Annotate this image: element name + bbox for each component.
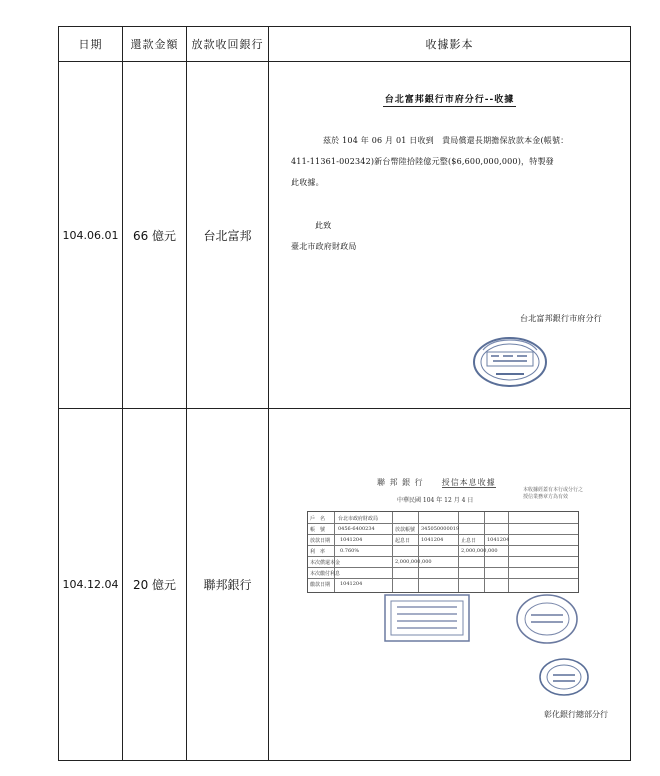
grid-cell: 本次繳付利息 xyxy=(310,571,341,577)
receipt-union-bank xyxy=(269,409,630,760)
receipt-addressee: 臺北市政府財政局 xyxy=(291,242,357,251)
table-row xyxy=(59,62,631,409)
grid-cell: 1041204 xyxy=(340,581,363,587)
grid-cell: 台北市政府財政局 xyxy=(338,516,379,522)
grid-cell: 止息日 xyxy=(461,538,477,544)
grid-cell: 1041204 xyxy=(340,537,363,543)
receipt-title: 聯 邦 銀 行 授信本息收據 xyxy=(377,478,496,487)
grid-cell: 1041204 xyxy=(487,537,510,543)
grid-cell: 放款帳號 xyxy=(395,527,416,533)
row-amount: 66 億元 xyxy=(123,62,187,409)
grid-cell: 本次償還本金 xyxy=(310,560,341,566)
row-bank: 聯邦銀行 xyxy=(187,409,269,761)
bank-seal-stamps-icon xyxy=(269,409,629,760)
receipt-title: 台北富邦銀行市府分行--收據 xyxy=(384,95,515,105)
grid-cell: 放款日期 xyxy=(310,538,331,544)
receipt-cell xyxy=(269,409,631,761)
grid-cell: 0.760% xyxy=(340,548,360,554)
receipt-note: 本收據經蓋有本行或分行之授信業務章方為有效 xyxy=(523,487,584,500)
row-date: 104.06.01 xyxy=(59,62,123,409)
grid-cell: 戶 名 xyxy=(310,516,326,522)
grid-cell: 帳 號 xyxy=(310,527,326,533)
table-header-row xyxy=(59,27,631,62)
header-receipt: 收據影本 xyxy=(269,27,631,62)
table-row xyxy=(59,409,631,761)
receipt-cell xyxy=(269,62,631,409)
grid-cell: 1041204 xyxy=(421,537,444,543)
grid-cell: 345050000019 xyxy=(421,526,460,532)
row-bank: 台北富邦 xyxy=(187,62,269,409)
header-date: 日期 xyxy=(59,27,123,62)
receipt-date: 中華民國 104 年 12 月 4 日 xyxy=(397,497,474,504)
receipt-line: 411-11361-002342)新台幣陸拾陸億元整($6,600,000,000)，特製發 xyxy=(291,157,554,166)
row-date: 104.12.04 xyxy=(59,409,123,761)
grid-cell: 2,000,000,000 xyxy=(461,548,498,554)
bank-seal-stamp-icon xyxy=(471,334,549,390)
grid-cell: 0456-6400234 xyxy=(338,526,375,532)
grid-cell: 2,000,000,000 xyxy=(395,559,432,565)
grid-cell: 起息日 xyxy=(395,538,411,544)
receipt-line: 茲於 104 年 06 月 01 日收到 貴局償還長期擔保放款本金(帳號： xyxy=(323,136,569,145)
receipt-signature: 台北富邦銀行市府分行 xyxy=(520,314,602,323)
row-amount: 20 億元 xyxy=(123,409,187,761)
receipt-line: 此收據。 xyxy=(291,178,324,187)
grid-cell: 繳款日期 xyxy=(310,582,331,588)
repayment-table xyxy=(58,26,631,761)
grid-cell: 利 率 xyxy=(310,549,326,555)
header-bank: 放款收回銀行 xyxy=(187,27,269,62)
receipt-signature: 彰化銀行總部分行 xyxy=(544,710,608,719)
receipt-salutation: 此致 xyxy=(315,221,332,230)
receipt-fubon xyxy=(269,62,630,408)
header-amount: 還款金額 xyxy=(123,27,187,62)
